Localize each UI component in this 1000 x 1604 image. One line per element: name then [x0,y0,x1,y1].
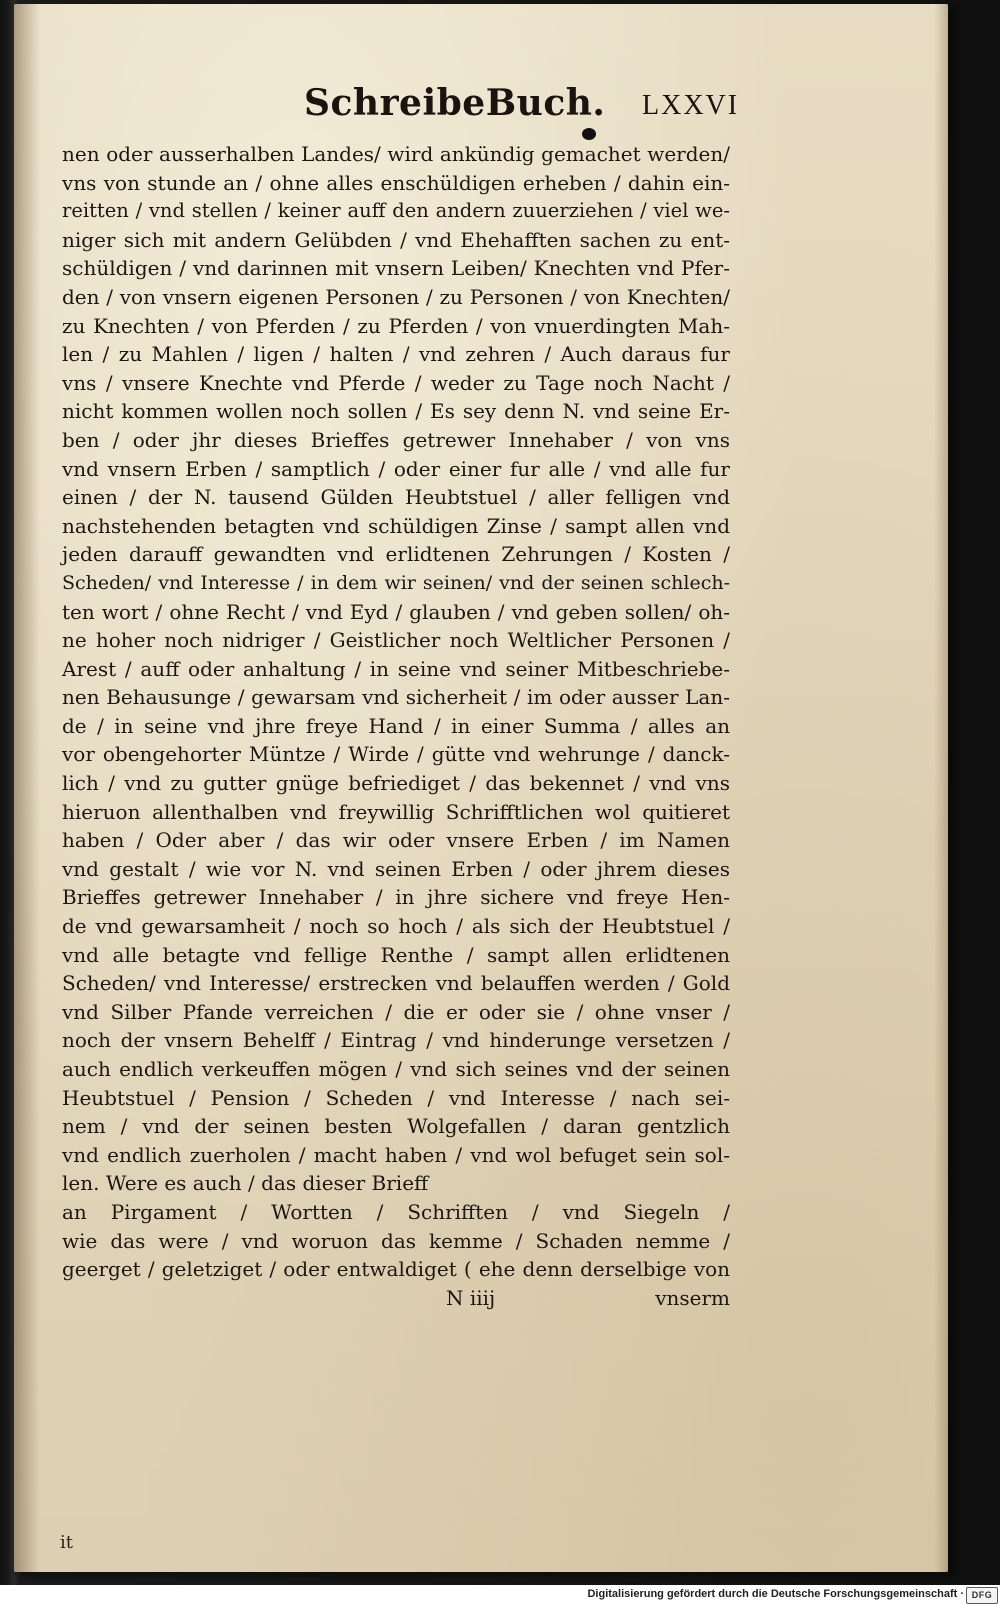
page-gutter-shade [14,4,40,1572]
text-line: den / von vnsern eigenen Personen / zu Personen / von Knechten/ [62,284,730,309]
text-line: vns von stunde an / ohne alles enschüldigen erheben / dahin ein- [62,170,730,195]
text-line: ten wort / ohne Recht / vnd Eyd / glauben / vnd geben sollen/ oh- [62,599,730,624]
text-line: schüldigen / vnd darinnen mit vnsern Leiben/ Knechten vnd Pfer- [62,256,730,281]
text-line: nen oder ausserhalben Landes/ wird ankündig gemachet werden/ [62,142,730,166]
text-line: vnd Silber Pfande verreichen / die er oder sie / ohne vnser / [62,999,730,1024]
text-line: Scheden/ vnd Interesse/ erstrecken vnd belauffen werden / Gold [62,971,730,996]
text-line: niger sich mit andern Gelübden / vnd Ehehafften sachen zu ent- [62,227,730,252]
catchword: vnserm [655,1286,730,1310]
text-line: Brieffes getrewer Innehaber / in jhre sichere vnd freye Hen- [62,885,730,910]
body-text [62,140,730,1284]
funding-credit: Digitalisierung gefördert durch die Deutsche Forschungsgemeinschaft · [587,1588,964,1600]
signature-mark: N iiij [446,1286,496,1310]
text-line: vnd endlich zuerholen / macht haben / vnd wol befuget sein sol- [62,1142,730,1167]
page-catch-row [62,1286,730,1318]
text-line: noch der vnsern Behelff / Eintrag / vnd hinderunge versetzen / [62,1028,730,1053]
text-line: Scheden/ vnd Interesse / in dem wir seinen/ vnd der seinen schlech- [62,571,730,594]
text-line: wie das were / vnd woruon das kemme / Schaden nemme / [62,1228,730,1253]
text-line: de / in seine vnd jhre freye Hand / in einer Summa / alles an [62,713,730,738]
text-line: nachstehenden betagten vnd schüldigen Zinse / sampt allen vnd [62,513,730,538]
text-line: ne hoher noch nidriger / Geistlicher noch Weltlicher Personen / [62,628,730,653]
text-line: de vnd gewarsamheit / noch so hoch / als sich der Heubtstuel / [62,914,730,939]
text-line: vnd vnsern Erben / samptlich / oder einer fur alle / vnd alle fur [62,456,730,481]
text-line: vns / vnsere Knechte vnd Pferde / weder zu Tage noch Nacht / [62,370,730,395]
text-line: reitten / vnd stellen / keiner auff den andern zuuerziehen / viel we- [62,199,730,223]
text-line: ben / oder jhr dieses Brieffes getrewer Innehaber / von vns [62,427,730,452]
text-line: geerget / geletziget / oder entwaldiget ( ehe denn derselbige von [62,1257,730,1282]
dfg-logo: DFG [966,1587,998,1604]
text-line: Arest / auff oder anhaltung / in seine vnd seiner Mitbeschriebe- [62,656,730,681]
text-line: lich / vnd zu gutter gnüge befriediget / das bekennet / vnd vns [62,771,730,796]
text-line: einen / der N. tausend Gülden Heubtstuel / aller felligen vnd [62,485,730,510]
page-edge-shade [934,4,948,1572]
text-line: len. Were es auch / das dieser Brieff [62,1171,429,1196]
text-line: an Pirgament / Wortten / Schrifften / vnd Siegeln / [62,1199,730,1224]
text-line: vnd alle betagte vnd fellige Renthe / sampt allen erlidtenen [62,942,730,967]
text-line: vnd gestalt / wie vor N. vnd seinen Erben / oder jhrem dieses [62,856,730,881]
text-line: nicht kommen wollen noch sollen / Es sey denn N. vnd seine Er- [62,399,730,424]
text-line: hieruon allenthalben vnd freywillig Schrifftlichen wol quitieret [62,799,730,824]
text-line: vor obengehorter Müntze / Wirde / gütte vnd wehrunge / danck- [62,742,730,767]
book-page [14,4,948,1572]
digitization-footer [0,1585,1000,1604]
text-line: nen Behausunge / gewarsam vnd sicherheit / im oder ausser Lan- [62,685,730,710]
text-line: auch endlich verkeuffen mögen / vnd sich seines vnd der seinen [62,1057,730,1081]
foot-mark: it [60,1532,73,1553]
text-line: Heubtstuel / Pension / Scheden / vnd Interesse / nach sei- [62,1085,730,1110]
text-line: len / zu Mahlen / ligen / halten / vnd zehren / Auch daraus fur [62,342,730,367]
ink-blot [582,128,596,140]
text-line: zu Knechten / von Pferden / zu Pferden / von vnuerdingten Mah- [62,313,730,338]
folio-number: LXXVI [642,90,740,121]
page-header [14,82,948,134]
text-line: nem / vnd der seinen besten Wolgefallen / daran gentzlich [62,1114,730,1139]
running-title: SchreibeBuch. [304,82,606,124]
text-line: jeden darauff gewandten vnd erlidtenen Zehrungen / Kosten / [62,542,730,567]
text-line: haben / Oder aber / das wir oder vnsere Erben / im Namen [62,828,730,853]
